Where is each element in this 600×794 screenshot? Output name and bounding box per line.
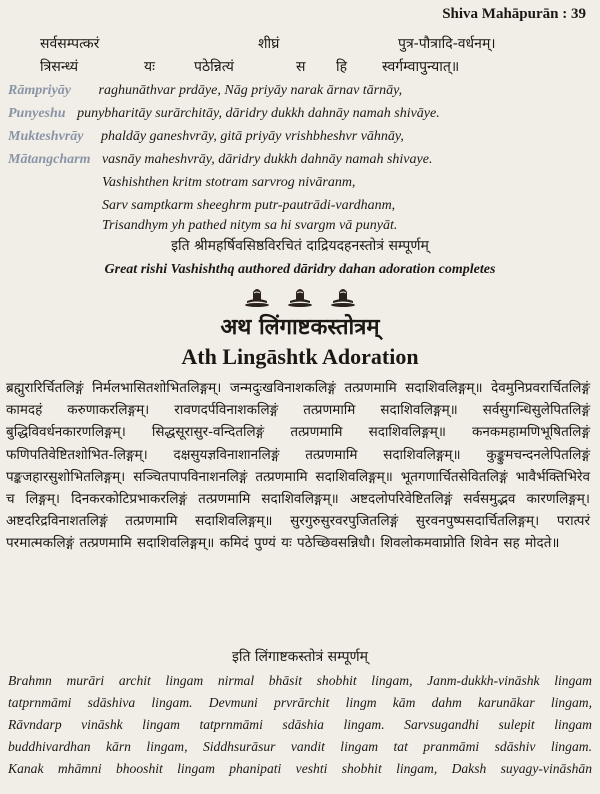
transliteration-line: Rāvndarp vināshk lingam tatprnmāmi sdāshia lingam. Sarvsugandhi sulepit lingam <box>8 717 592 732</box>
running-head: Shiva Mahāpurān : 39 <box>442 6 586 22</box>
ornament-row <box>0 287 600 311</box>
stotra-transliteration <box>8 670 592 780</box>
verse-word: त्रिसन्ध्यं <box>40 59 79 75</box>
colophon-sanskrit: इति श्रीमहर्षिवसिष्ठविरचितं दाद्रियदहनस्तोत्रं सम्पूर्णम् <box>171 238 429 254</box>
transliteration-line <box>102 175 355 191</box>
verse-word: पठेन्नित्यं <box>194 59 234 75</box>
transliteration-line: buddhivardhan kārn lingam, Siddhsurāsur vandit lingam tat pranmāmi sdāshiv lingam. <box>8 739 592 754</box>
transliteration-line <box>8 83 402 99</box>
transliteration-line <box>8 106 440 122</box>
faded-lead-word: Mātangcharm <box>8 152 91 167</box>
verse-word: यः <box>144 59 155 75</box>
transliteration-line <box>102 198 395 214</box>
shiva-lingam-icon <box>287 287 313 307</box>
shiva-lingam-icon <box>330 287 356 307</box>
verse-word: पुत्र-पौत्रादि-वर्धनम्। <box>398 36 496 52</box>
transliteration-line: Brahmn murāri archit lingam nirmal bhāsit shobhit lingam, Janm-dukkh-vināshk lingam <box>8 673 592 688</box>
transliteration-text: vasnāy maheshvrāy, dāridry dukkh dahnāy namah shivaye. <box>101 152 433 167</box>
transliteration-text: Vashishthen kritm stotram sarvrog nivāranm, <box>102 175 356 190</box>
verse-word: शीघ्रं <box>258 36 280 52</box>
transliteration-line: Kanak mhāmni bhooshit lingam phanipati veshti shobhit lingam, Daksh suyagy-vināshān <box>8 761 592 776</box>
transliteration-text: punybharitāy surārchitāy, dāridry dukkh dahnāy namah shivāye. <box>77 106 440 121</box>
section-title-english: Ath Lingāshtk Adoration <box>181 344 419 369</box>
transliteration-text: phaldāy ganeshvrāy, gitā priyāy vrishbheshvr vāhnāy, <box>100 129 404 144</box>
stotra-end-sanskrit: इति लिंगाष्टकस्तोत्रं सम्पूर्णम् <box>231 649 369 665</box>
verse-word: सर्वसम्पत्करं <box>40 36 100 52</box>
section-title-sanskrit: अथ लिंगाष्टकस्तोत्रम् <box>220 315 380 340</box>
transliteration-text: raghunāthvar prdāye, Nāg priyāy narak ārnav tārnāy, <box>98 83 403 98</box>
shiva-lingam-icon <box>244 287 270 307</box>
faded-lead-word: Rāmpriyāy <box>8 83 71 98</box>
transliteration-line <box>8 129 404 145</box>
transliteration-text: Trisandhym yh pathed nitym sa hi svargm vā punyāt. <box>102 218 398 233</box>
colophon-english: Great rishi Vashishthq authored dāridry dahan adoration completes <box>104 262 496 277</box>
verse-word: स <box>296 59 306 75</box>
faded-lead-word: Mukteshvrāy <box>8 129 84 144</box>
transliteration-line: tatprnmāmi sdāshiva lingam. Devmuni prvrārchit lingm kām dahm karunākar lingam, <box>8 695 592 710</box>
transliteration-line <box>102 218 397 234</box>
transliteration-text: Sarv samptkarm sheeghrm putr-pautrādi-vardhanm, <box>102 198 396 213</box>
verse-word: स्वर्गम्वापुन्यात्॥ <box>382 59 460 75</box>
faded-lead-word: Punyeshu <box>8 106 66 121</box>
transliteration-line <box>8 152 432 168</box>
verse-word: हि <box>336 59 348 75</box>
stotra-body-sanskrit: ब्रह्मुरारिर्चितलिङ्गं निर्मलभासितशोभितलिङ्गम्। जन्मदुःखविनाशकलिङ्गं तत्प्रणमामि सदाशिवलिङ्गम्॥ देवमुनिप्रवरार्चितलिङ्गं कामदहं करुणाकरलिङ्गम्। रावणदर्पविनाशकलिङ्गं तत्प्रणमामि सदाशिवलिङ्गम्॥ सर्वसुगन्धिसुलेपितलिङ्गं बुद्धिविवर्धनकारणलिङ्गम्। सिद्धसूरासुर-वन्दितलिङ्गं तत्प्रणमामि सदाशिवलिङ्गम्॥ कनकमहामणिभूषितलिङ्गं फणिपतिवेष्टितशोभित-लिङ्गम्। दक्षसुयज्ञविनाशानलिङ्गं तत्प्रणमामि सदाशिवलिङ्गम्॥ कुङ्कुमचन्दनलेपितलिङ्गं पङ्कजहारसुशोभितलिङ्गम्। सञ्चितपापविनाशनलिङ्गं तत्प्रणमामि सदाशिवलिङ्गम्॥ भूतगणार्चितसेवितलिङ्गं भावैर्भक्तिभिरेव च लिङ्गम्। दिनकरकोटिप्रभाकरलिङ्गं तत्प्रणमामि सदाशिवलिङ्गम्॥ अष्टदलोपरिवेष्टितलिङ्गं सर्वसमुद्भव कारणलिङ्गम्। अष्टदरिद्रविनाशतलिङ्गं तत्प्रणमामि सदाशिवलिङ्गम्॥ सुरगुरुसुरवरपुजितलिङ्गं सुरवनपुष्पसदार्चितलिङ्गम्। परात्परं परमात्मकलिङ्गं तत्प्रणमामि सदाशिवलिङ्गम्॥ कमिदं पुण्यं यः पठेच्छिवसन्निधौ। शिवलोकमवाप्नोति शिवेन सह मोदते॥ <box>6 380 590 552</box>
